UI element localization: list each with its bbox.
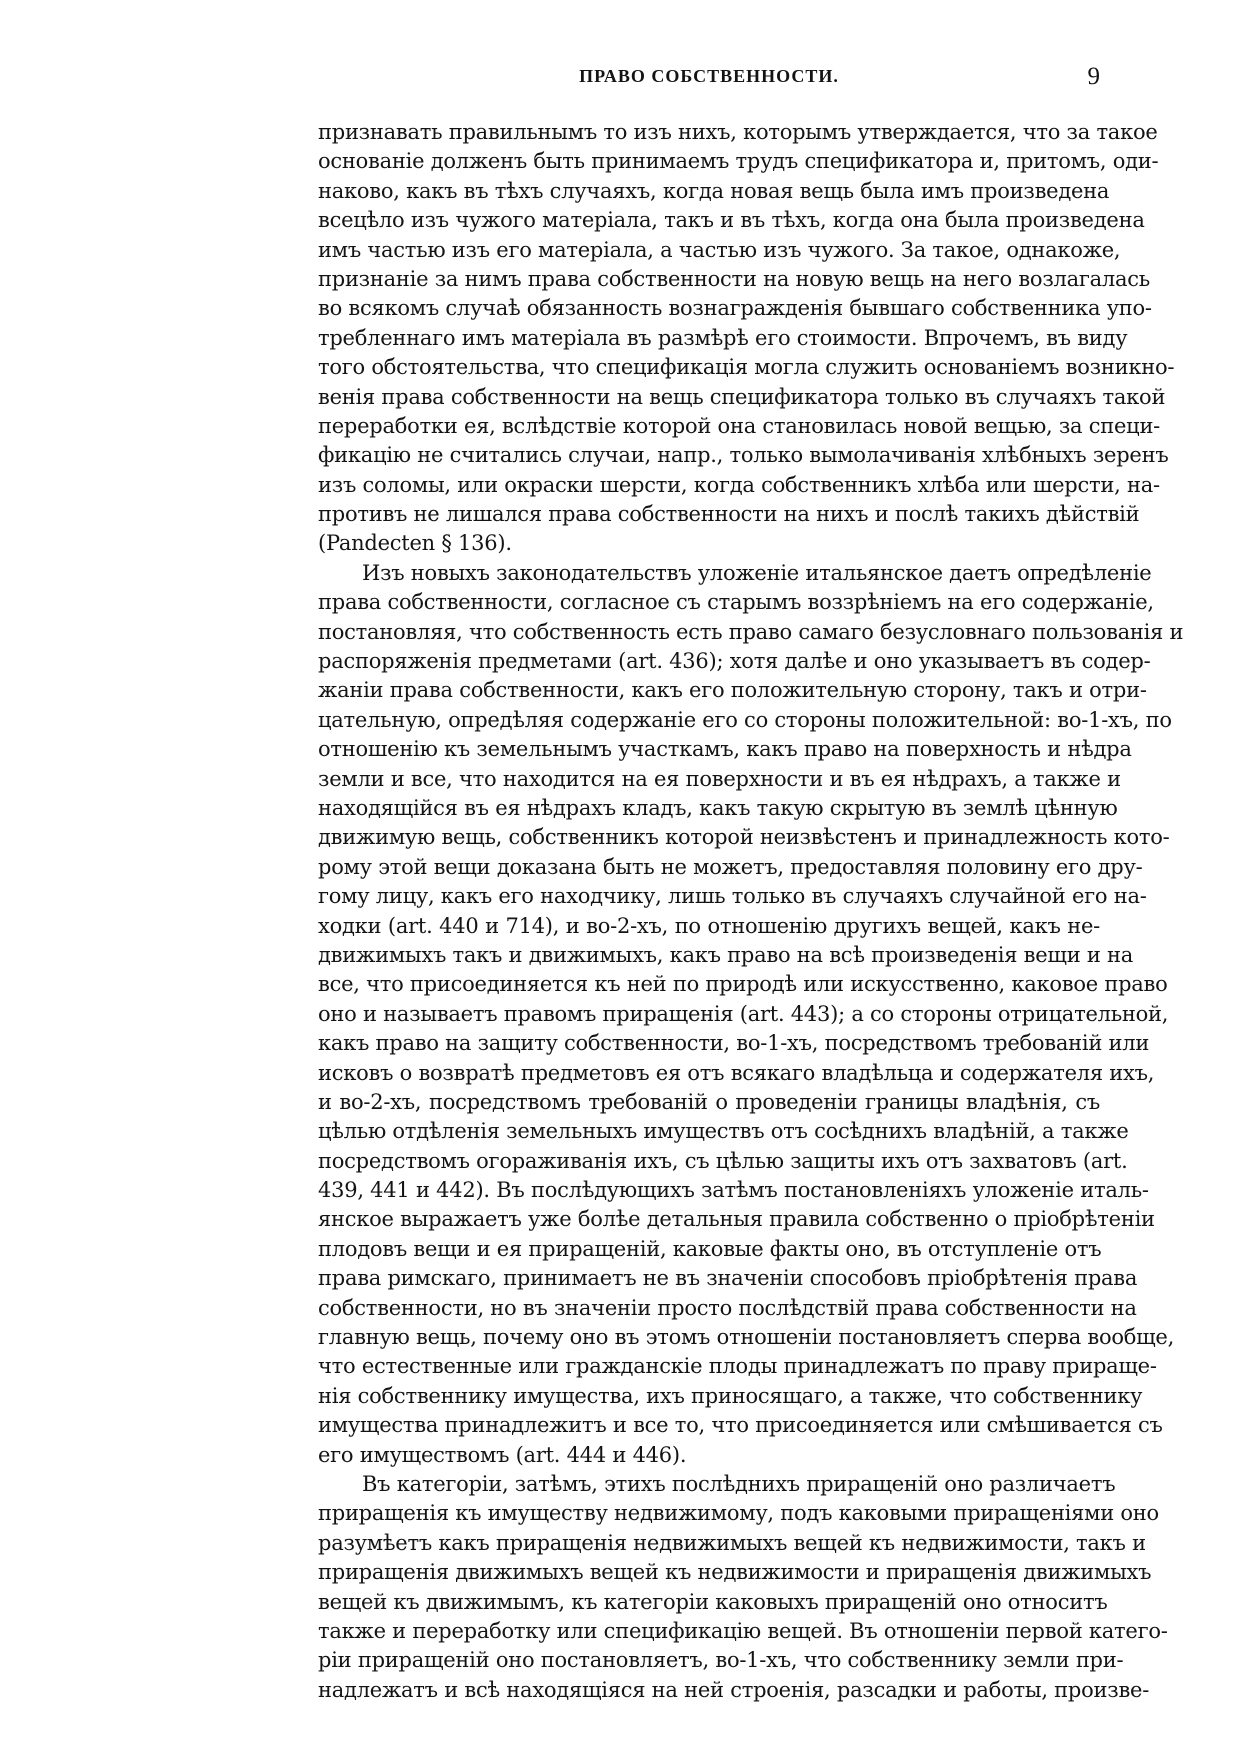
text-line: признавать правильнымъ то изъ нихъ, которымъ утверждается, что за такое bbox=[318, 120, 1158, 144]
text-line: во всякомъ случаѣ обязанность вознагражденія бывшаго собственника упо- bbox=[318, 296, 1152, 321]
text-line: главную вещь, почему оно въ этомъ отношеніи постановляетъ сперва вообще, bbox=[318, 1325, 1175, 1350]
text-line: Въ категоріи, затѣмъ, этихъ послѣднихъ приращеній оно различаетъ bbox=[362, 1471, 1116, 1496]
text-line: (Pandecten § 136). bbox=[318, 531, 512, 556]
text-line: распоряженія предметами (art. 436); хотя далѣе и оно указываетъ въ содер- bbox=[318, 649, 1151, 674]
text-line: основаніе долженъ быть принимаемъ трудъ спецификатора и, притомъ, оди- bbox=[318, 149, 1159, 174]
text-line: какъ право на защиту собственности, во-1-хъ, посредствомъ требованій или bbox=[318, 1031, 1150, 1056]
text-line: требленнаго имъ матеріала въ размѣрѣ его стоимости. Впрочемъ, въ виду bbox=[318, 325, 1128, 350]
text-line: переработки ея, вслѣдствіе которой она становилась новой вещью, за специ- bbox=[318, 413, 1161, 438]
text-line: гому лицу, какъ его находчику, лишь только въ случаяхъ случайной его на- bbox=[318, 884, 1147, 909]
text-line: 439, 441 и 442). Въ послѣдующихъ затѣмъ постановленіяхъ уложеніе италь- bbox=[318, 1178, 1149, 1203]
text-line: разумѣетъ какъ приращенія недвижимыхъ вещей къ недвижимости, такъ и bbox=[318, 1530, 1146, 1555]
running-title: ПРАВО СОБСТВЕННОСТИ. bbox=[579, 66, 839, 86]
text-line: цѣлью отдѣленія земельныхъ имуществъ отъ сосѣднихъ владѣній, а также bbox=[318, 1119, 1129, 1144]
page-number: 9 bbox=[1087, 63, 1100, 90]
paragraph bbox=[318, 559, 1184, 1470]
text-line: рому этой вещи доказана быть не можетъ, предоставляя половину его дру- bbox=[318, 854, 1143, 879]
text-line: вещей къ движимымъ, къ категоріи каковыхъ приращеній оно относитъ bbox=[318, 1589, 1108, 1614]
text-line: находящійся въ ея нѣдрахъ кладъ, какъ такую скрытую въ землѣ цѣнную bbox=[318, 795, 1118, 820]
text-line: всецѣло изъ чужого матеріала, такъ и въ тѣхъ, когда она была произведена bbox=[318, 208, 1145, 233]
paragraph bbox=[318, 1470, 1168, 1705]
text-line: Изъ новыхъ законодательствъ уложеніе итальянское даетъ опредѣленіе bbox=[362, 560, 1152, 585]
text-line: того обстоятельства, что спецификація могла служить основаніемъ возникно- bbox=[318, 355, 1175, 380]
text-line: земли и все, что находится на ея поверхности и въ ея нѣдрахъ, а также и bbox=[318, 766, 1121, 791]
text-line: все, что присоединяется къ ней по природѣ или искусственно, каковое право bbox=[318, 972, 1168, 997]
text-line: и во-2-хъ, посредствомъ требованій о проведеніи границы владѣнія, съ bbox=[318, 1089, 1100, 1114]
paragraph bbox=[318, 118, 1175, 559]
text-line: права собственности, согласное съ старымъ воззрѣніемъ на его содержаніе, bbox=[318, 590, 1154, 615]
text-line: цательную, опредѣляя содержаніе его со стороны положительной: во-1-хъ, по bbox=[318, 707, 1172, 732]
text-line: изъ соломы, или окраски шерсти, когда собственникъ хлѣба или шерсти, на- bbox=[318, 472, 1160, 497]
text-line: посредствомъ огораживанія ихъ, съ цѣлью защиты ихъ отъ захватовъ (art. bbox=[318, 1148, 1128, 1173]
page-body bbox=[318, 118, 1184, 1705]
text-line: движимую вещь, собственникъ которой неизвѣстенъ и принадлежность кото- bbox=[318, 825, 1170, 850]
text-line: приращенія движимыхъ вещей къ недвижимости и приращенія движимыхъ bbox=[318, 1560, 1152, 1585]
text-line: имъ частью изъ его матеріала, а частью изъ чужого. За такое, однакоже, bbox=[318, 237, 1121, 262]
text-line: венія права собственности на вещь спецификатора только въ случаяхъ такой bbox=[318, 384, 1166, 409]
text-line: что естественные или гражданскіе плоды принадлежатъ по праву прираще- bbox=[318, 1354, 1157, 1379]
text-line: ріи приращеній оно постановляетъ, во-1-хъ, что собственнику земли при- bbox=[318, 1648, 1124, 1673]
text-line: плодовъ вещи и ея приращеній, каковые факты оно, въ отступленіе отъ bbox=[318, 1236, 1102, 1261]
text-line: приращенія къ имуществу недвижимому, подъ каковыми приращеніями оно bbox=[318, 1501, 1159, 1526]
running-header bbox=[318, 63, 1100, 100]
text-line: его имуществомъ (art. 444 и 446). bbox=[318, 1442, 687, 1467]
text-line: нія собственнику имущества, ихъ приносящаго, а также, что собственнику bbox=[318, 1383, 1143, 1408]
text-line: признаніе за нимъ права собственности на новую вещь на него возлагалась bbox=[318, 266, 1150, 291]
text-line: исковъ о возвратѣ предметовъ ея отъ всякаго владѣльца и содержателя ихъ, bbox=[318, 1060, 1155, 1085]
text-line: оно и называетъ правомъ приращенія (art. 443); а со стороны отрицательной, bbox=[318, 1001, 1169, 1026]
text-line: наково, какъ въ тѣхъ случаяхъ, когда новая вещь была имъ произведена bbox=[318, 178, 1110, 203]
text-line: отношенію къ земельнымъ участкамъ, какъ право на поверхность и нѣдра bbox=[318, 737, 1132, 762]
text-line: противъ не лишался права собственности на нихъ и послѣ такихъ дѣйствій bbox=[318, 502, 1140, 527]
text-line: надлежатъ и всѣ находящіяся на ней строенія, разсадки и работы, произве- bbox=[318, 1677, 1150, 1702]
text-line: янское выражаетъ уже болѣе детальныя правила собственно о пріобрѣтеніи bbox=[318, 1207, 1155, 1232]
text-line: жаніи права собственности, какъ его положительную сторону, такъ и отри- bbox=[318, 678, 1147, 703]
text-line: фикацію не считались случаи, напр., только вымолачиванія хлѣбныхъ зеренъ bbox=[318, 443, 1169, 468]
text-line: также и переработку или спецификацію вещей. Въ отношеніи первой катего- bbox=[318, 1618, 1168, 1643]
text-line: постановляя, что собственность есть право самаго безусловнаго пользованія и bbox=[318, 619, 1184, 644]
text-line: права римскаго, принимаетъ не въ значеніи способовъ пріобрѣтенія права bbox=[318, 1266, 1138, 1291]
text-line: ходки (art. 440 и 714), и во-2-хъ, по отношенію другихъ вещей, какъ не- bbox=[318, 913, 1100, 938]
text-line: имущества принадлежитъ и все то, что присоединяется или смѣшивается съ bbox=[318, 1413, 1163, 1438]
text-line: движимыхъ такъ и движимыхъ, какъ право на всѣ произведенія вещи и на bbox=[318, 942, 1134, 967]
text-line: собственности, но въ значеніи просто послѣдствій права собственности на bbox=[318, 1295, 1137, 1320]
